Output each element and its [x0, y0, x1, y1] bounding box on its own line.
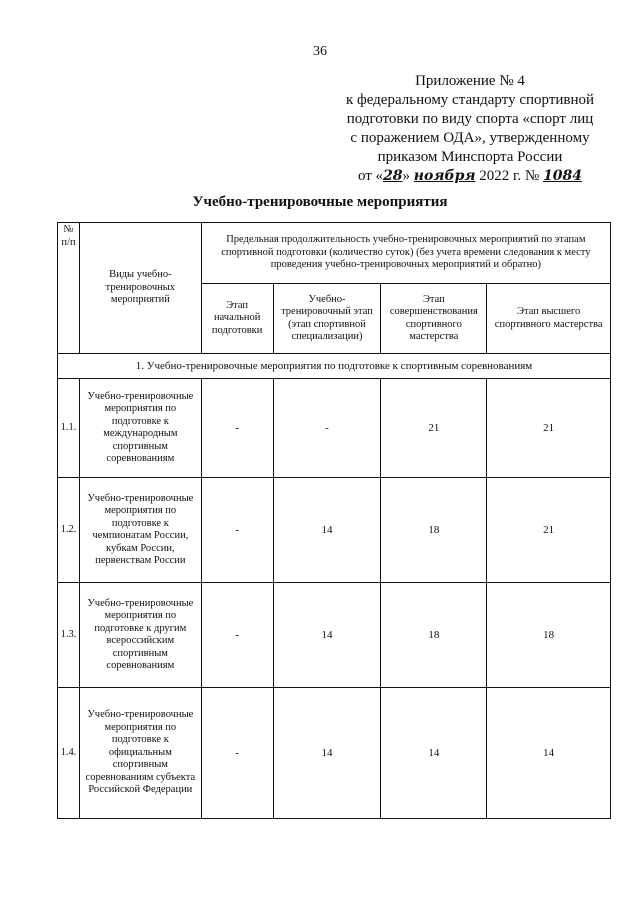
row-value-stage-4: 18	[487, 583, 611, 688]
table-row	[58, 583, 611, 688]
header-stage-4: Этап высшего спортивного мастерства	[487, 284, 611, 354]
handwritten-month: ноября	[413, 168, 476, 184]
appendix-line-3: подготовки по виду спорта «спорт лиц	[346, 111, 594, 127]
row-value-stage-1: -	[201, 583, 273, 688]
appendix-line-4: с поражением ОДА», утвержденному	[350, 130, 590, 146]
header-number: № п/п	[58, 223, 80, 354]
header-stage-3: Этап совершенствования спортивного мастерства	[381, 284, 487, 354]
year-text: 2022 г. №	[479, 168, 540, 184]
table-row	[58, 478, 611, 583]
row-value-stage-2: 14	[273, 688, 381, 819]
row-value-stage-1: -	[201, 379, 273, 478]
section-title: 1. Учебно-тренировочные мероприятия по подготовке к спортивным соревнованиям	[58, 354, 611, 379]
row-value-stage-3: 21	[381, 379, 487, 478]
row-number: 1.1.	[58, 379, 80, 478]
date-mid: »	[402, 168, 411, 184]
row-number: 1.3.	[58, 583, 80, 688]
handwritten-order-number: 1084	[543, 168, 583, 184]
row-value-stage-2: -	[273, 379, 381, 478]
row-value-stage-1: -	[201, 478, 273, 583]
table-row	[58, 688, 611, 819]
row-value-stage-3: 18	[381, 583, 487, 688]
appendix-line-1: Приложение № 4	[415, 73, 525, 89]
appendix-line-5: приказом Минспорта России	[377, 149, 563, 165]
header-duration-group: Предельная продолжительность учебно-тренировочных мероприятий по этапам спортивной подготовки (количество суток) (без учета времени следования к месту проведения учебно-тренировочных мероприятий и обратно)	[201, 223, 610, 284]
header-row-1	[58, 223, 611, 284]
training-events-table	[57, 222, 611, 819]
row-value-stage-4: 14	[487, 688, 611, 819]
row-number: 1.2.	[58, 478, 80, 583]
row-value-stage-2: 14	[273, 478, 381, 583]
date-prefix: от «	[357, 168, 384, 184]
header-stage-1: Этап начальной подготовки	[201, 284, 273, 354]
row-value-stage-4: 21	[487, 379, 611, 478]
appendix-line-2: к федеральному стандарту спортивной	[345, 92, 595, 108]
row-value-stage-3: 14	[381, 688, 487, 819]
row-value-stage-2: 14	[273, 583, 381, 688]
row-number: 1.4.	[58, 688, 80, 819]
row-event-name: Учебно-тренировочные мероприятия по подготовке к международным спортивным соревнованиям	[79, 379, 201, 478]
header-stage-2: Учебно-тренировочный этап (этап спортивной специализации)	[273, 284, 381, 354]
row-event-name: Учебно-тренировочные мероприятия по подготовке к другим всероссийским спортивным соревнованиям	[79, 583, 201, 688]
order-date-line	[330, 167, 610, 186]
handwritten-day: 28	[383, 168, 403, 184]
row-value-stage-1: -	[201, 688, 273, 819]
row-event-name: Учебно-тренировочные мероприятия по подготовке к официальным спортивным соревнованиям субъекта Российской Федерации	[79, 688, 201, 819]
row-value-stage-4: 21	[487, 478, 611, 583]
section-row	[58, 354, 611, 379]
row-event-name: Учебно-тренировочные мероприятия по подготовке к чемпионатам России, кубкам России, первенствам России	[79, 478, 201, 583]
document-title: Учебно-тренировочные мероприятия	[192, 194, 448, 210]
table-row	[58, 379, 611, 478]
appendix-header	[330, 72, 610, 186]
header-event-type: Виды учебно-тренировочных мероприятий	[79, 223, 201, 354]
page-number: 36	[313, 44, 327, 59]
row-value-stage-3: 18	[381, 478, 487, 583]
